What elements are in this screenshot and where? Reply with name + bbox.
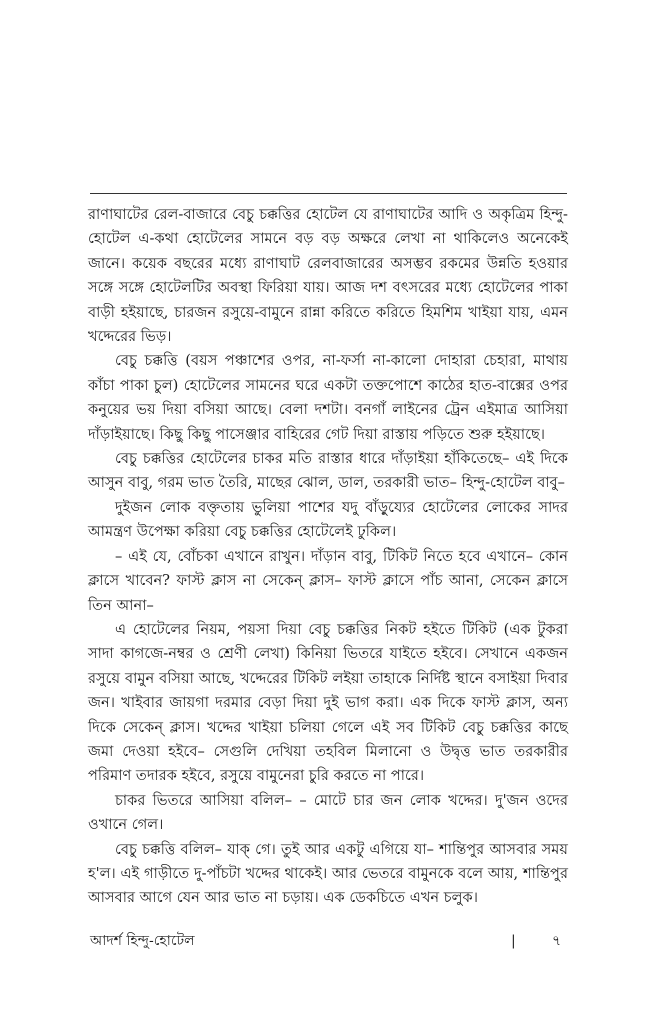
paragraph: – এই যে, বোঁচকা এখানে রাখুন। দাঁড়ান বাবু, টিকিট নিতে হবে এখানে– কোন ক্লাসে খাবেন? ফাস্ট ক্লাস না সেকেন্ ক্লাস– ফাস্ট ক্লাসে পাঁচ আনা, সেকেন ক্লাসে তিন আনা– — [88, 547, 568, 614]
paragraph: রাণাঘাটের রেল-বাজারে বেচু চক্কত্তির হোটেল যে রাণাঘাটের আদি ও অকৃত্রিম হিন্দু-হোটেল এ-কথা হোটেলের সামনে বড় বড় অক্ষরে লেখা না থাকিলেও অনেকেই জানে। কয়েক বছরের মধ্যে রাণাঘাট রেলবাজারের অসম্ভব রকমের উন্নতি হওয়ার সঙ্গে সঙ্গে হোটেলটির অবস্থা ফিরিয়া যায়। আজ দশ বৎসরের মধ্যে হোটেলের পাকা বাড়ী হইয়াছে, চারজন রসুয়ে-বামুনে রান্না করিতে করিতে হিমশিম খাইয়া যায়, এমন খদ্দেরের ভিড়। — [88, 206, 568, 346]
paragraph: বেচু চক্কত্তি (বয়স পঞ্চাশের ওপর, না-ফর্সা না-কালো দোহারা চেহারা, মাথায় কাঁচা পাকা চুল) হোটেলের সামনের ঘরে একটা তক্তপোশে কাঠের হাত-বাক্সের ওপর কনুয়ের ভয় দিয়া বসিয়া আছে। বেলা দশটা। বনগাঁ লাইনের ট্রেন এইমাত্র আসিয়া দাঁড়াইয়াছে। কিছু কিছু পাসেঞ্জার বাহিরের গেট দিয়া রাস্তায় পড়িতে শুরু হইয়াছে। — [88, 352, 568, 443]
paragraph: চাকর ভিতরে আসিয়া বলিল– – মোটে চার জন লোক খদ্দের। দু'জন ওদের ওখানে গেল। — [88, 791, 568, 834]
paragraph: বেচু চক্কত্তির হোটেলের চাকর মতি রাস্তার ধারে দাঁড়াইয়া হাঁকিতেছে– এই দিকে আসুন বাবু, গরম ভাত তৈরি, মাছের ঝোল, ডাল, তরকারী ভাত– হিন্দু-হোটেল বাবু– — [88, 450, 568, 492]
page-number: ৭ — [552, 933, 562, 949]
paragraph: বেচু চক্কত্তি বলিল– যাক্ গে। তুই আর একটু এগিয়ে যা– শান্তিপুর আসবার সময় হ'ল। এই গাড়ীতে দু-পাঁচটা খদ্দের থাকেই। আর ভেতরে বামুনকে বলে আয়, শান্তিপুর আসবার আগে যেন আর ভাত না চড়ায়। এক ডেকচিতে এখন চলুক। — [88, 840, 568, 907]
paragraph: এ হোটেলের নিয়ম, পয়সা দিয়া বেচু চক্কত্তির নিকট হইতে টিকিট (এক টুকরা সাদা কাগজে-নম্বর ও শ্রেণী লেখা) কিনিয়া ভিতরে যাইতে হইবে। সেখানে একজন রসুয়ে বামুন বসিয়া আছে, খদ্দেরের টিকিট লইয়া তাহাকে নির্দিষ্ট স্থানে বসাইয়া দিবার জন। খাইবার জায়গা দরমার বেড়া দিয়া দুই ভাগ করা। এক দিকে ফাস্ট ক্লাস, অন্য দিকে সেকেন্ ক্লাস। খদ্দের খাইয়া চলিয়া গেলে এই সব টিকিট বেচু চক্কত্তির কাছে জমা দেওয়া হইবে– সেগুলি দেখিয়া তহবিল মিলানো ও উদ্বৃত্ত ভাত তরকারীর পরিমাণ তদারক হইবে, রসুয়ে বামুনেরা চুরি করতে না পারে। — [88, 620, 568, 785]
body-text — [88, 203, 568, 911]
footer-separator: | — [511, 933, 516, 949]
paragraph: দুইজন লোক বক্তৃতায় ভুলিয়া পাশের যদু বাঁড়ুয্যের হোটেলের লোকের সাদর আমন্ত্রণ উপেক্ষা করিয়া বেচু চক্কত্তির হোটেলেই ঢুকিল। — [88, 498, 568, 541]
running-footer-title: আদর্শ হিন্দু-হোটেল — [90, 933, 195, 949]
top-rule — [90, 193, 567, 194]
